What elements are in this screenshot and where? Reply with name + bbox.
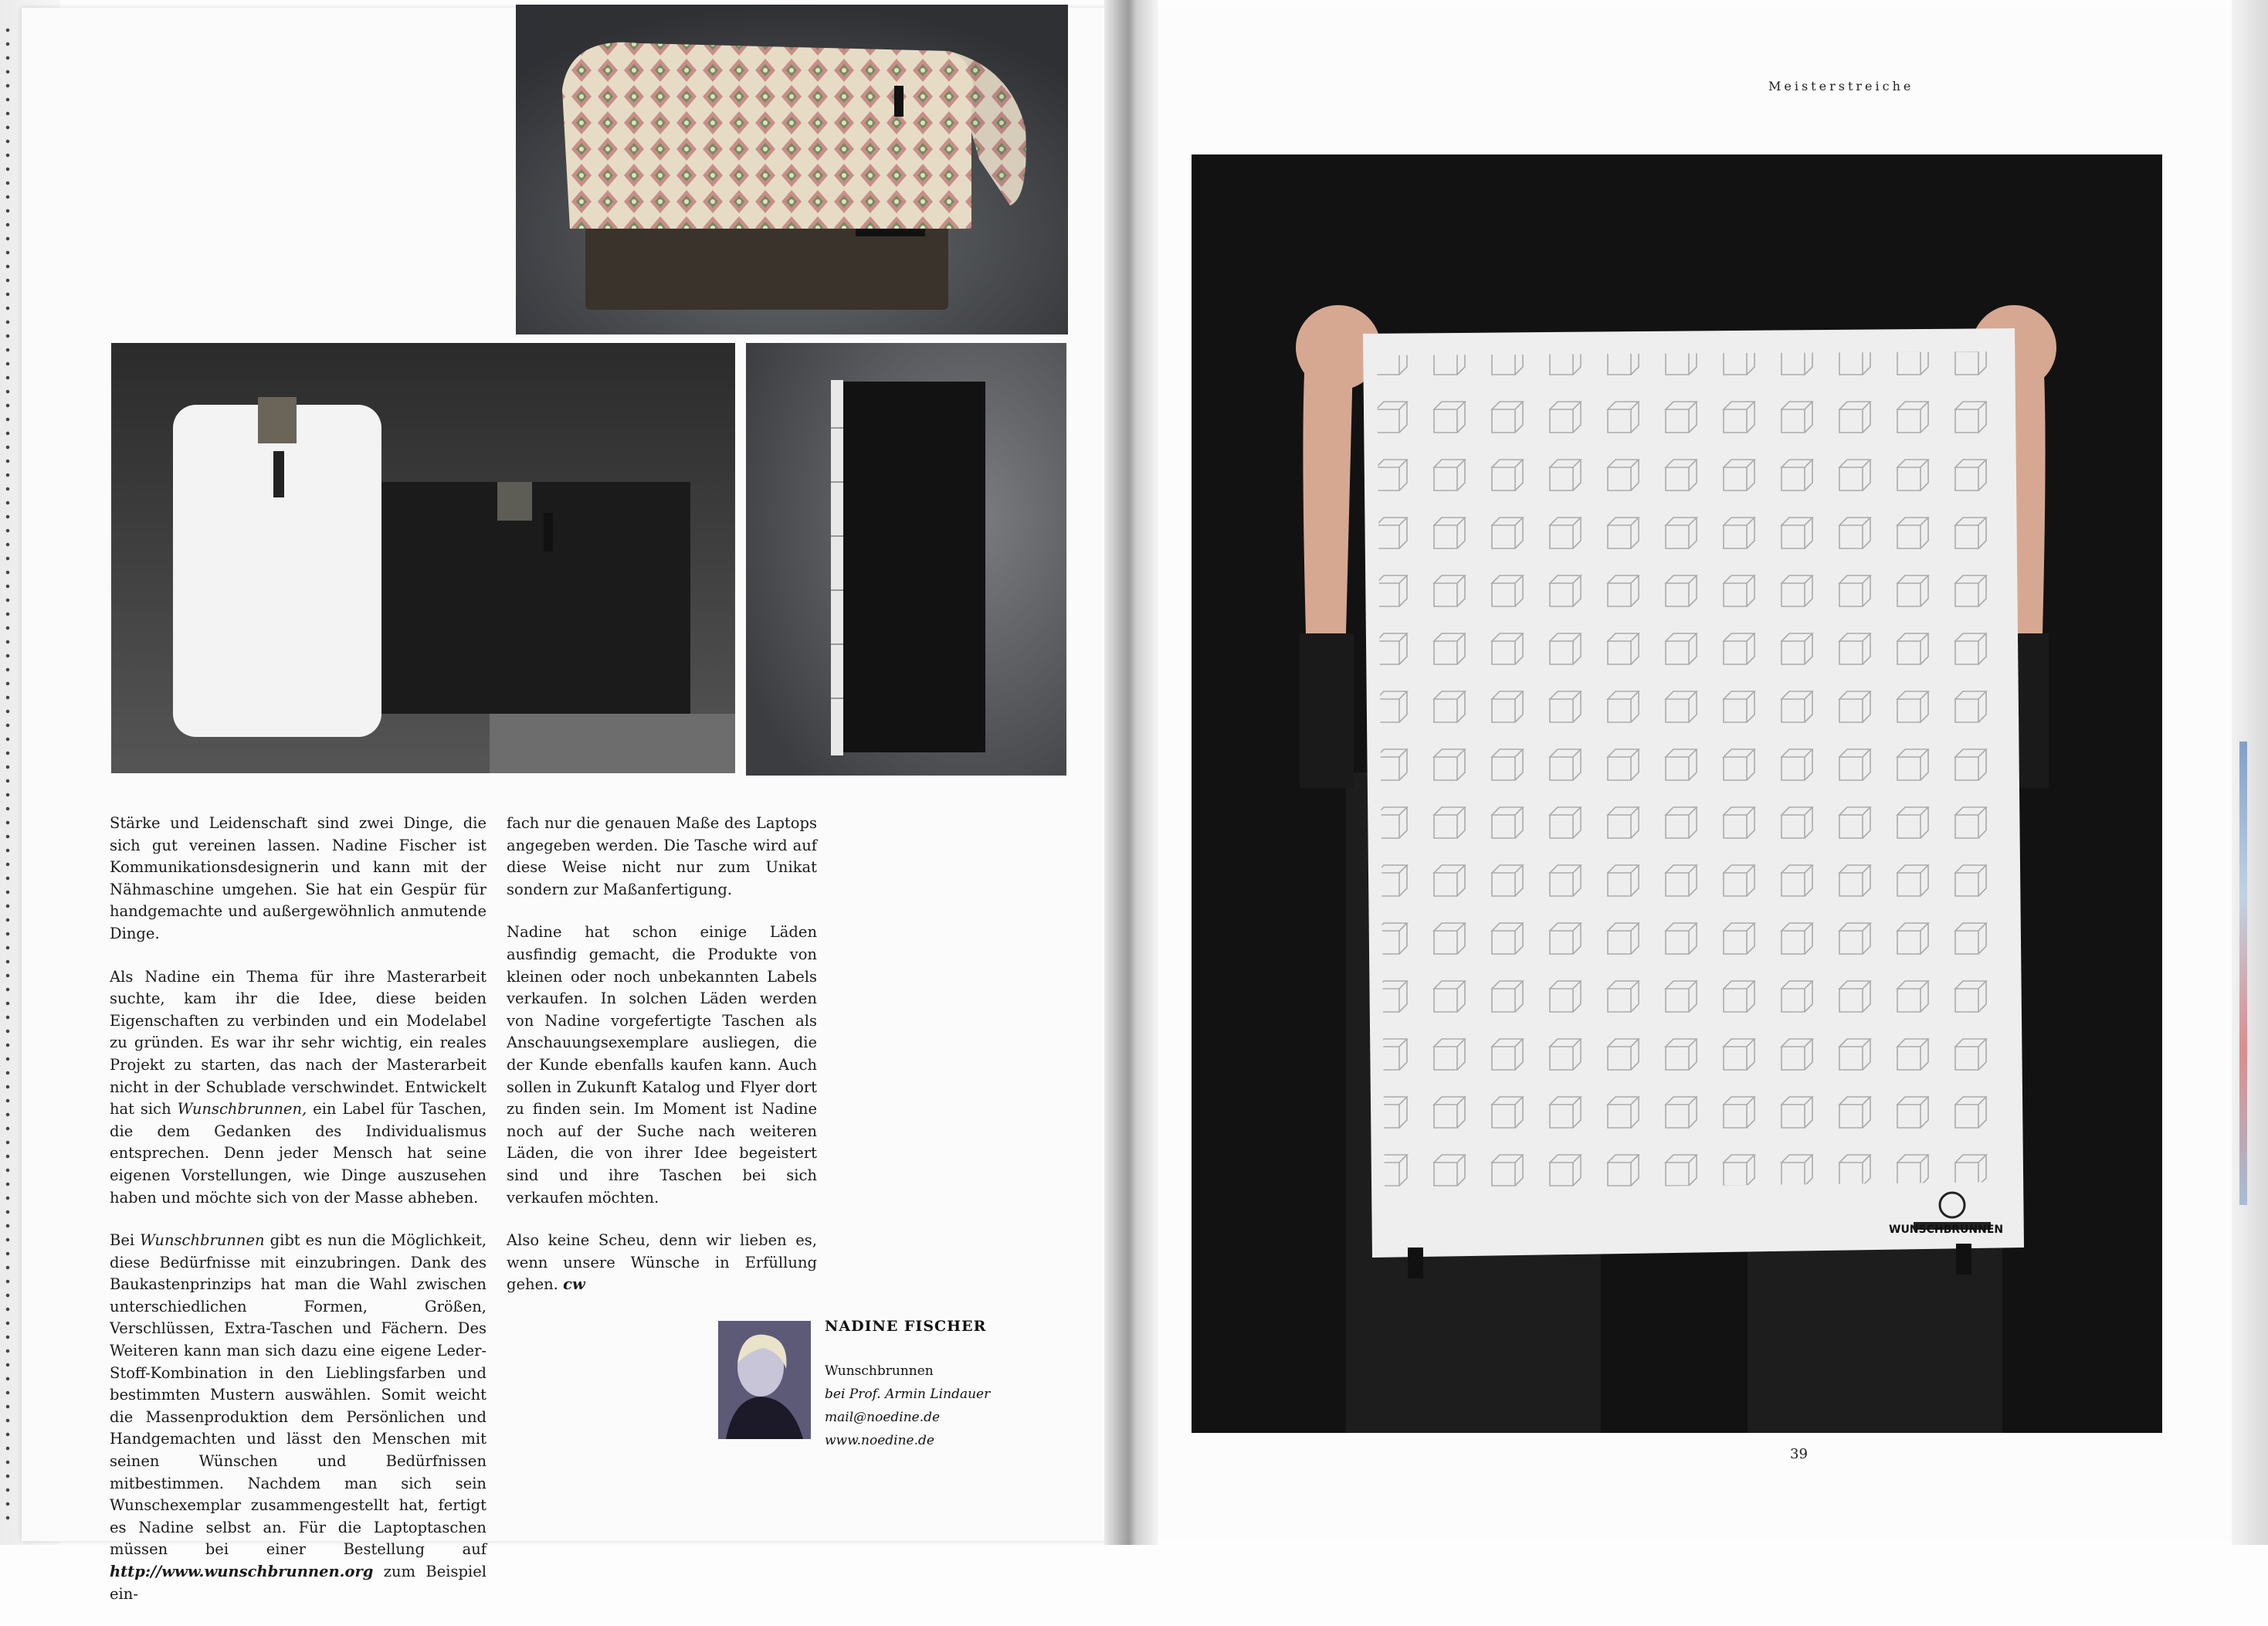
article-paragraph: Bei Wunschbrunnen gibt es nun die Möglichkeit, diese Bedürfnisse mit einzubringen. Dank des Baukastenprinzips hat man die Wahl zwischen unterschiedlichen Formen, Größen, Verschlüssen, Extra-Taschen und Fächern. Des Weiteren kann man sich dazu eine eigene Leder-Stoff-Kombination in den Lieblingsfarben und bestimmten Mustern auswählen. Somit weicht die Massenproduktion dem Persönlichen und Handgemachten und lässt den Menschen mit seinen Wünschen und Bedürfnissen mitbestimmen. Nachdem man sich sein Wunschexemplar zusammengestellt hat, fertigt es Nadine selbst an. Für die Laptoptaschen müssen bei einer Bestellung auf http://www.wunschbrunnen.org zum Beispiel ein- <box>110 1231 486 1603</box>
poster-brand-label: WUNSCHBRUNNEN <box>1889 1224 2004 1236</box>
author-details <box>825 1360 990 1452</box>
website-link[interactable]: http://www.wunschbrunnen.org <box>110 1563 374 1580</box>
author-website[interactable]: www.noedine.de <box>825 1433 934 1448</box>
author-name: NADINE FISCHER <box>825 1318 987 1335</box>
right-page-edge <box>2232 0 2268 1545</box>
messenger-bag-photo <box>516 5 1068 334</box>
author-portrait <box>718 1321 811 1439</box>
author-project: Wunschbrunnen <box>825 1363 934 1379</box>
article-column-2 <box>507 813 817 1317</box>
article-paragraph: Also keine Scheu, denn wir lieben es, wenn unsere Wünsche in Erfüllung gehen. cw <box>507 1231 817 1294</box>
spine-gutter <box>1104 0 1158 1545</box>
article-column-1 <box>110 813 486 1626</box>
article-paragraph: Nadine hat schon einige Läden ausfindig gemacht, die Produkte von kleinen oder noch unbekannten Labels verkaufen. In solchen Läden werden von Nadine vorgefertigte Taschen als Anschauungsexemplare ausliegen, die der Kunde ebenfalls kaufen kann. Auch sollen in Zukunft Katalog und Flyer dort zu finden sein. Im Moment ist Nadine noch auf der Suche nach weiteren Läden, die von ihrer Idee begeistert sind und ihre Taschen bei sich verkaufen möchten. <box>507 923 817 1207</box>
author-email[interactable]: mail@noedine.de <box>825 1410 941 1425</box>
author-initials: cw <box>563 1275 585 1294</box>
portfolio-book-photo <box>746 343 1066 776</box>
running-head: Meisterstreiche <box>1768 79 1914 93</box>
page-number: 39 <box>1790 1446 1808 1462</box>
author-supervisor: bei Prof. Armin Lindauer <box>825 1387 991 1402</box>
laptop-sleeves-photo <box>111 343 735 773</box>
page-edge-color-stripe <box>2239 742 2247 1205</box>
article-paragraph: Als Nadine ein Thema für ihre Masterarbeit suchte, kam ihr die Idee, diese beiden Eigenschaften zu verbinden und ein Modelabel zu gründen. Es war ihr sehr wichtig, ein reales Projekt zu starten, das nach der Masterarbeit nicht in der Schublade verschwindet. Entwickelt hat sich Wunschbrunnen, ein Label für Taschen, die dem Gedanken des Individualismus entsprechen. Denn jeder Mensch hat seine eigenen Vorstellungen, wie Dinge auszusehen haben und möchte sich von der Masse abheben. <box>110 967 486 1207</box>
poster-photo <box>1192 154 2162 1433</box>
binding-holes <box>5 23 11 1522</box>
article-paragraph: fach nur die genauen Maße des Laptops angegeben werden. Die Tasche wird auf diese Weise nicht nur zum Unikat sondern zur Maßanfertigung. <box>507 814 817 898</box>
article-paragraph: Stärke und Leidenschaft sind zwei Dinge, die sich gut vereinen lassen. Nadine Fischer ist Kommunikationsdesignerin und kann mit der Nähmaschine umgehen. Sie hat ein Gespür für handgemachte und außergewöhnlich anmutende Dinge. <box>110 814 486 942</box>
